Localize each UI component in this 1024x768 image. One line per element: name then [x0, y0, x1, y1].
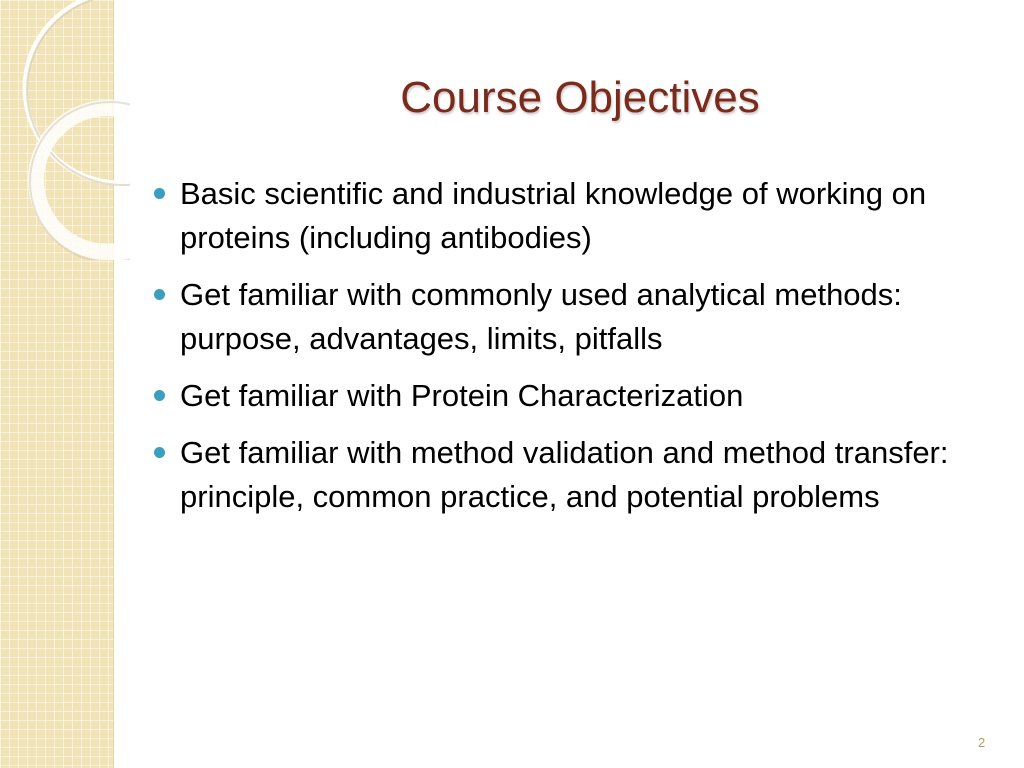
- decorative-circles: [0, 0, 130, 260]
- bullet-list: [150, 172, 980, 532]
- bullet-dot-icon: [154, 289, 165, 300]
- bullet-item: [150, 374, 980, 418]
- bullet-dot-icon: [154, 390, 165, 401]
- bullet-item: [150, 172, 980, 260]
- bullet-text: Get familiar with method validation and method transfer: principle, common practice, and potential problems: [180, 435, 949, 514]
- bullet-text: Basic scientific and industrial knowledge of working on proteins (including antibodies): [180, 176, 927, 255]
- bullet-item: [150, 273, 980, 361]
- bullet-text: Get familiar with Protein Characterization: [180, 378, 744, 413]
- slide-title: Course Objectives: [400, 73, 760, 122]
- bullet-dot-icon: [154, 447, 165, 458]
- bullet-dot-icon: [154, 188, 165, 199]
- bullet-item: [150, 431, 980, 519]
- bullet-text: Get familiar with commonly used analytical methods: purpose, advantages, limits, pitfalls: [180, 277, 902, 356]
- page-number: 2: [978, 735, 986, 750]
